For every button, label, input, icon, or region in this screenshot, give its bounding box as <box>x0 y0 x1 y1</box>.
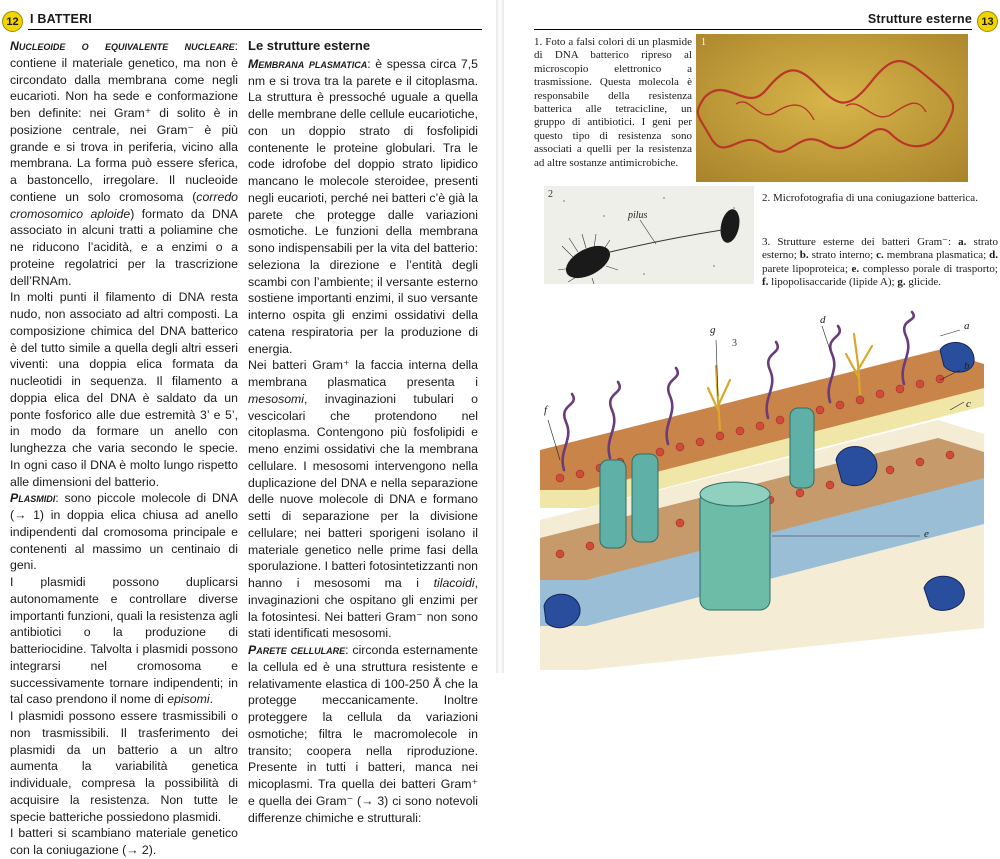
paragraph-parete: Parete cellulare: circonda esternamente la cellula ed è una struttura resistente e relativamente elastica di 100-250 Å che la protegge meccanicamente. Inoltre proteggere la cellula da variazioni osmotiche; filtra le macromolecole in transito; coopera nella riproduzione. Presente in tutti i batteri, manca nei micoplasmi. Tra quella dei batteri Gram⁺ e quella dei Gram⁻ (→ 3) ci sono notevoli differenze chimiche e strutturali: <box>248 643 478 825</box>
label-c: c <box>966 398 971 410</box>
page-number-left: 12 <box>2 11 23 32</box>
paragraph-nucleoide: Nucleoide o equivalente nucleare: contiene il materiale genetico, ma non è circondato dalla membrana come negli eucarioti. Non ha sede e conformazione ben definite: nei Gram⁺ di solito è in posizione centrale, nei Gram⁻ è più grande e si trova in periferia, vicino alla membrana. La forma può essere sferica, a bastoncello, irregolare. Il nucleoide contiene un solo cromosoma (corredo cromosomico aploide) formato da DNA associato in alcuni tratti a poliamine che ne riducono l’acidità, e a enzimi o a proteine regolatrici per la trascrizione dell’RNAm. <box>10 39 238 288</box>
right-page <box>504 0 1000 673</box>
chapter-title: I BATTERI <box>30 12 92 26</box>
term-parete: Parete cellulare <box>248 643 346 657</box>
page-number-right: 13 <box>977 11 998 32</box>
term-plasmidi: Plasmidi <box>10 491 56 506</box>
figure-3-number: 3 <box>732 338 737 349</box>
paragraph-dna: In molti punti il filamento di DNA resta nudo, non associato ad altri composti. La composizione chimica del DNA batterico è del tutto simile a quella degli altri esseri viventi: una doppia elica formata da nucleotidi in sequenza. Il filamento a doppia elica del DNA è saldato da un ponte fosforico alle due estremità 3’ e 5’, in modo da formare un anello con lunghezza che varia secondo le specie. In ogni caso il DNA è molto lungo rispetto alle dimensioni del batterio. <box>10 290 238 489</box>
figure-1-number: 1 <box>701 37 706 48</box>
paragraph-trasmissibili: I plasmidi possono essere trasmissibili o non trasmissibili. Il trasferimento dei plasmidi da un batterio a un altro aumenta la variabilità genetica individuale, compresa la possibilità di acquisire la resistenza. Non tutte le specie batteriche possiedono plasmidi. <box>10 709 238 824</box>
header-rule <box>534 29 972 30</box>
figure-2-number: 2 <box>548 189 553 200</box>
label-d: d <box>820 314 826 326</box>
term-membrana: Membrana plasmatica <box>248 56 368 71</box>
text-column-2 <box>248 38 478 826</box>
gram-negative-wall-illustration <box>540 310 984 670</box>
plasmid-micrograph <box>696 34 968 182</box>
section-title: Le strutture esterne <box>248 38 371 53</box>
conjugation-micrograph <box>544 186 754 284</box>
caption-figure-1: 1. Foto a falsi colori di un plasmide di DNA batterico ripreso al microscopio elettronico a trasmissione. Questa molecola è responsabile della resistenza batterica alle tetracicline, un gruppo di antibiotici. I geni per questo tipo di resistenza sono associati a quelli per la resistenza ad altre sostanze antimicrobiche. <box>534 36 692 169</box>
label-a: a <box>964 320 970 332</box>
label-b: b <box>964 360 970 372</box>
paragraph-membrana: Membrana plasmatica: è spessa circa 7,5 nm e si trova tra la parete e il citoplasma. La struttura è pressoché uguale a quella delle membrane delle cellule eucariotiche, con un doppio strato di fosfolipidi contenente le proteine globulari. Tra le code idrofobe del doppio strato lipidico mancano le molecole steroidee, presenti negli eucarioti, perché nei batteri c’è già la parete che protegge dalle variazioni osmotiche. Le funzioni della membrana sono indispensabili per la vita del batterio: seleziona la direzione e l’entità degli scambi con l’ambiente; il versante esterno sostiene importanti enzimi, il suo versante interno ospita gli enzimi ossidativi della catena respiratoria per la produzione di energia. <box>248 56 478 356</box>
pilus-label: pilus <box>628 210 648 221</box>
text-column-1 <box>10 38 238 859</box>
left-header <box>2 11 482 33</box>
caption-figure-2: 2. Microfotografia di una coniugazione batterica. <box>762 192 978 204</box>
paragraph-mesosomi: Nei batteri Gram⁺ la faccia interna della membrana plasmatica presenta i mesosomi, invaginazioni tubulari o vescicolari che protendono nel citoplasma. Contengono più fosfolipidi e meno enzimi ossidativi che la membrana cellulare. I mesosomi intervengono nella duplicazione del DNA e nella separazione delle nuove molecole di DNA e formano setti di separazione per la divisione cellulare; nei batteri sporigeni isolano il materiale genetico nelle prime fasi della sporulazione. I batteri fotosintetizzanti non hanno i mesosomi ma i tilacoidi, invaginazioni che ospitano gli enzimi per la fotosintesi. Nei batteri Gram⁻ non sono stati identificati mesosomi. <box>248 358 478 641</box>
term-nucleoide: Nucleoide o equivalente nucleare <box>10 39 235 53</box>
paragraph-coniugazione: I batteri si scambiano materiale genetico con la coniugazione (→ 2). <box>10 826 238 857</box>
caption-figure-3: 3. Strutture esterne dei batteri Gram⁻: a. strato esterno; b. strato interno; c. membrana plasmatica; d. parete lipoproteica; e. complesso porale di trasporto; f. lipopolisaccaride (lipide A); g. glicide. <box>762 236 999 289</box>
header-rule <box>28 29 482 30</box>
label-e: e <box>924 528 929 540</box>
left-page <box>0 0 496 857</box>
label-g: g <box>710 324 716 336</box>
right-header <box>534 11 1000 33</box>
section-header-title: Strutture esterne <box>867 12 972 26</box>
book-gutter <box>496 0 504 673</box>
paragraph-duplicazione: I plasmidi possono duplicarsi autonomamente e controllare diverse importanti funzioni, quali la resistenza agli antibiotici o la produzione di batteriocidine. Talvolta i plasmidi possono integrarsi nel cromosoma e successivamente tornare indipendenti; in tal caso prendono il nome di episomi. <box>10 575 238 707</box>
paragraph-plasmidi: Plasmidi: sono piccole molecole di DNA (→ 1) in doppia elica chiusa ad anello indipendenti dal cromosoma principale e contenenti al massimo un centinaio di geni. <box>10 491 238 573</box>
label-f: f <box>544 404 548 416</box>
